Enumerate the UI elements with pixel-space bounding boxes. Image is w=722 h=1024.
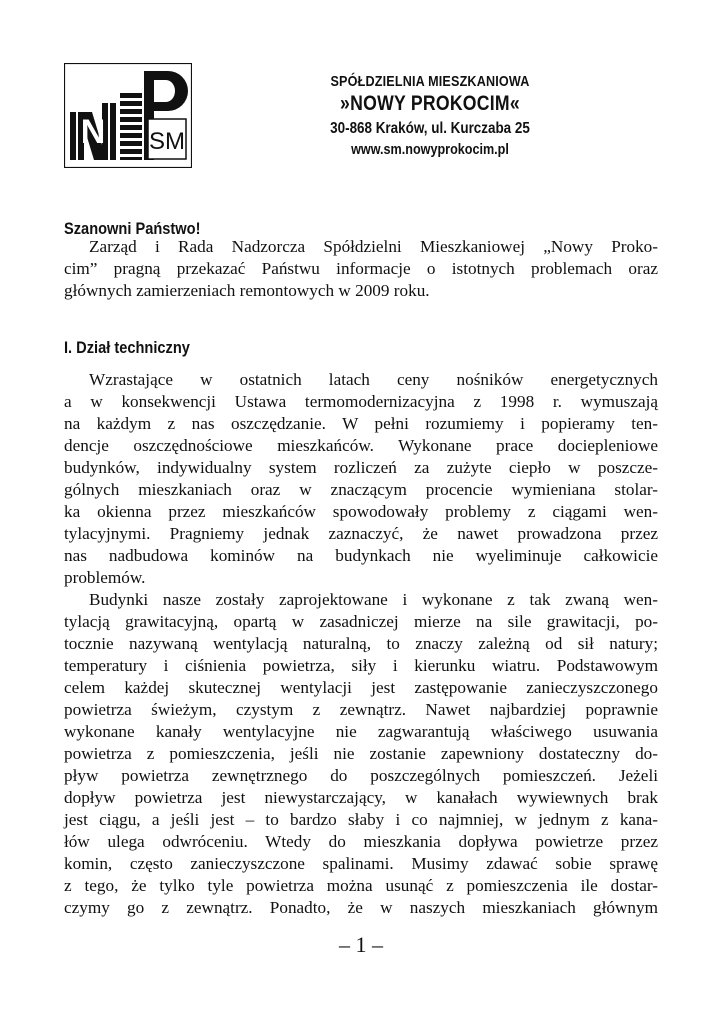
intro-line: Zarząd i Rada Nadzorcza Spółdzielni Mieszkaniowej „Nowy Proko-	[89, 237, 658, 256]
paragraph-line: Budynki nasze zostały zaprojektowane i wykonane z tak zwaną wen-	[89, 590, 658, 609]
logo-s-mark	[120, 93, 142, 160]
cooperative-type: SPÓŁDZIELNIA MIESZKANIOWA	[330, 73, 530, 90]
paragraph-line: komin, często zanieczyszczone spalinami. Musimy zdawać sobie sprawę	[64, 854, 658, 873]
intro-line: cim” pragną przekazać Państwu informacje o istotnych problemach oraz	[64, 259, 658, 278]
paragraph-line: temperatury i ciśnienia powietrza, siły i kierunku wiatru. Podstawowym	[64, 656, 658, 675]
paragraph-line: dencje oszczędnościowe mieszkańców. Wykonane prace dociepleniowe	[64, 436, 658, 455]
paragraph-line: tylacyjnymi. Pragniemy jednak zaznaczyć, że nawet prowadzona przez	[64, 524, 658, 543]
paragraph-line: łów ulega odwróceniu. Wtedy do mieszkania dopływa powietrze przez	[64, 832, 658, 851]
paragraph-line: problemów.	[64, 568, 146, 587]
logo-letter-n: N	[80, 113, 106, 151]
paragraph-line: budynków, indywidualny system rozliczeń za zużyte ciepło w poszcze-	[64, 458, 658, 477]
greeting-heading: Szanowni Państwo!	[64, 219, 201, 238]
cooperative-website[interactable]: www.sm.nowyprokocim.pl	[351, 141, 509, 158]
paragraph-line: czymy go z zewnątrz. Ponadto, że w naszych mieszkaniach głównym	[64, 898, 658, 917]
paragraph-line: ka okienna przez mieszkańców spowodowały problemy z ciągami wen-	[64, 502, 658, 521]
logo-graphic	[64, 63, 192, 168]
paragraph-line: powietrza z pomieszczenia, jeśli nie zostanie zapewniony dostateczny do-	[64, 744, 658, 763]
paragraph-line: celem każdej skutecznej wentylacji jest zastępowanie zanieczyszczonego	[64, 678, 658, 697]
paragraph-line: tocznie nazywaną wentylacją naturalną, to znaczy zależną od sił natury;	[64, 634, 658, 653]
paragraph-line: wykonane kanały wentylacyjne nie zagwarantują właściwego usuwania	[64, 722, 658, 741]
paragraph-line: pływ powietrza zewnętrznego do poszczególnych pomieszczeń. Jeżeli	[64, 766, 658, 785]
paragraph-line: gólnych mieszkaniach oraz w znaczącym procencie wymieniana stolar-	[64, 480, 658, 499]
cooperative-name: »NOWY PROKOCIM«	[340, 92, 520, 115]
paragraph-line: jest ciągu, a jeśli jest – to bardzo słaby i co najmniej, w jednym z kana-	[64, 810, 658, 829]
paragraph-line: a w konsekwencji Ustawa termomodernizacyjna z 1998 r. wymuszają	[64, 392, 658, 411]
paragraph-line: z tego, że tylko tyle powietrza można usunąć z pomieszczenia ile dostar-	[64, 876, 658, 895]
paragraph-line: na każdym z nas oszczędzanie. W pełni rozumiemy i popieramy ten-	[64, 414, 658, 433]
section-title: I. Dział techniczny	[64, 338, 190, 357]
intro-line: głównych zamierzeniach remontowych w 2009 roku.	[64, 281, 430, 300]
paragraph-line: nas nadbudowa kominów na budynkach nie wyeliminuje całkowicie	[64, 546, 658, 565]
cooperative-address: 30-868 Kraków, ul. Kurczaba 25	[330, 120, 530, 137]
paragraph-line: powietrza świeżym, czystym z zewnątrz. Nawet najbardziej poprawnie	[64, 700, 658, 719]
paragraph-line: dopływ powietrza jest niewystarczający, w kanałach wywiewnych brak	[64, 788, 658, 807]
cooperative-logo	[64, 63, 192, 168]
logo-letters-sm: SM	[149, 128, 185, 155]
paragraph-line: Wzrastające w ostatnich latach ceny nośników energetycznych	[89, 370, 658, 389]
paragraph-line: tylacją grawitacyjną, opartą w zasadniczej mierze na sile grawitacji, po-	[64, 612, 658, 631]
page-number: – 1 –	[339, 932, 383, 957]
